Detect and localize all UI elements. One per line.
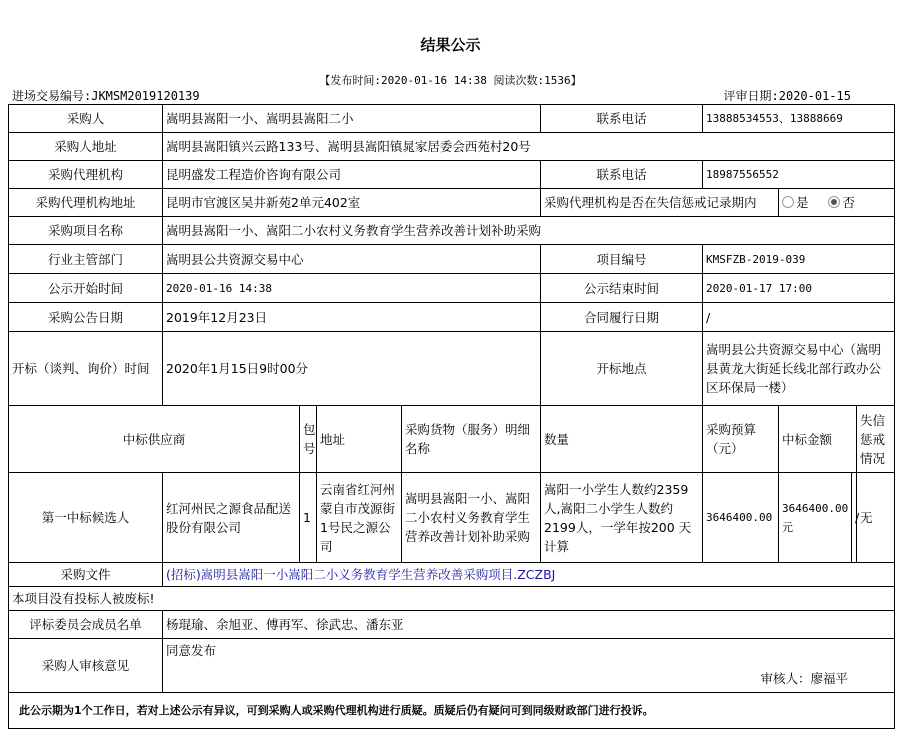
- agency-addr: 昆明市官渡区吴井新苑2单元402室: [163, 189, 541, 217]
- review-opinion-row: [9, 639, 895, 693]
- review-date: [724, 87, 851, 104]
- publish-meta: [0, 72, 901, 88]
- agency-phone-label: 联系电话: [541, 161, 703, 189]
- winner-supplier: 红河州民之源食品配送股份有限公司: [163, 473, 300, 563]
- winner-dishonest: 无: [857, 473, 895, 563]
- agency-label: 采购代理机构: [9, 161, 163, 189]
- publish-time: 2020-01-16 14:38: [380, 74, 487, 87]
- views-label: 阅读次数:: [493, 74, 545, 87]
- notice-end: 2020-01-17 17:00: [703, 274, 895, 303]
- winner-budget: 3646400.00: [703, 473, 779, 563]
- page-title: 结果公示: [420, 36, 481, 54]
- views-count: 1536: [544, 74, 571, 87]
- winner-package: 1: [300, 473, 317, 563]
- winner-row: [9, 473, 895, 563]
- purchaser-addr-row: [9, 133, 895, 161]
- meta-end-bracket: 】: [570, 74, 582, 87]
- header-supplier: 中标供应商: [9, 406, 300, 473]
- winner-header-row: [9, 406, 895, 473]
- entry-code-label: 进场交易编号:: [12, 89, 92, 103]
- contract-date: /: [703, 303, 895, 332]
- winner-slash: /: [852, 473, 857, 563]
- agency-value: 昆明盛发工程造价咨询有限公司: [163, 161, 541, 189]
- purchaser-addr: 嵩明县嵩阳镇兴云路133号、嵩明县嵩阳镇晁家居委会西苑村20号: [163, 133, 895, 161]
- industry-label: 行业主管部门: [9, 245, 163, 274]
- review-opinion-cell: [163, 639, 895, 693]
- review-opinion: 同意发布: [166, 643, 217, 658]
- notice-end-label: 公示结束时间: [541, 274, 703, 303]
- announce-date: 2019年12月23日: [163, 303, 541, 332]
- notice-time-row: [9, 274, 895, 303]
- bid-place: 嵩明县公共资源交易中心（嵩明县黄龙大街延长线北部行政办公区环保局一楼）: [703, 332, 895, 406]
- review-opinion-label: 采购人审核意见: [9, 639, 163, 693]
- header-quantity: 数量: [541, 406, 703, 473]
- project-name-row: [9, 217, 895, 245]
- agency-addr-label: 采购代理机构地址: [9, 189, 163, 217]
- dates-row: [9, 303, 895, 332]
- bid-open-row: [9, 332, 895, 406]
- project-no-label: 项目编号: [541, 245, 703, 274]
- committee-row: [9, 611, 895, 639]
- entry-code-value: JKMSM2019120139: [91, 89, 200, 103]
- header-goods: 采购货物（服务）明细名称: [402, 406, 541, 473]
- radio-no-label: 否: [842, 195, 855, 210]
- agency-addr-row: [9, 189, 895, 217]
- dishonest-radios: [779, 189, 895, 217]
- bid-place-label: 开标地点: [541, 332, 703, 406]
- winner-quantity: 嵩阳一小学生人数约2359人,嵩阳二小学生人数约2199人，一学年按200 天计算: [541, 473, 703, 563]
- header-budget: 采购预算（元）: [703, 406, 779, 473]
- winner-rank: 第一中标候选人: [9, 473, 163, 563]
- winner-amount: 3646400.00元: [779, 473, 852, 563]
- result-table: [8, 104, 895, 729]
- purchaser-phone-label: 联系电话: [541, 105, 703, 133]
- file-row: [9, 563, 895, 587]
- agency-row: [9, 161, 895, 189]
- dishonest-question: 采购代理机构是否在失信惩戒记录期内: [541, 189, 779, 217]
- industry-row: [9, 245, 895, 274]
- notice-start-label: 公示开始时间: [9, 274, 163, 303]
- no-disqualified-row: [9, 587, 895, 611]
- file-link[interactable]: (招标)嵩明县嵩阳一小嵩阳二小义务教育学生营养改善采购项目.ZCZBJ: [166, 567, 556, 582]
- purchaser-label: 采购人: [9, 105, 163, 133]
- industry-value: 嵩明县公共资源交易中心: [163, 245, 541, 274]
- file-label: 采购文件: [9, 563, 163, 587]
- committee-label: 评标委员会成员名单: [9, 611, 163, 639]
- winner-goods: 嵩明县嵩阳一小、嵩阳二小农村义务教育学生营养改善计划补助采购: [402, 473, 541, 563]
- purchaser-addr-label: 采购人地址: [9, 133, 163, 161]
- project-name-label: 采购项目名称: [9, 217, 163, 245]
- footer-row: [9, 693, 895, 729]
- reviewer-name: 廖福平: [810, 671, 849, 686]
- winner-address: 云南省红河州蒙自市茂源街1号民之源公司: [317, 473, 402, 563]
- purchaser-value: 嵩明县嵩阳一小、嵩明县嵩阳二小: [163, 105, 541, 133]
- reviewer-label: 审核人：: [760, 671, 811, 686]
- radio-yes-label: 是: [796, 195, 809, 210]
- purchaser-row: [9, 105, 895, 133]
- agency-phone: 18987556552: [703, 161, 895, 189]
- bid-open-time: 2020年1月15日9时00分: [163, 332, 541, 406]
- header-package: 包号: [300, 406, 317, 473]
- no-disqualified-text: 本项目没有投标人被废标!: [9, 587, 895, 611]
- review-date-value: 2020-01-15: [778, 89, 851, 103]
- entry-code: [12, 87, 200, 104]
- footer-note: 此公示期为1个工作日，若对上述公示有异议，可到采购人或采购代理机构进行质疑。质疑后仍有疑问可到同级财政部门进行投诉。: [9, 693, 895, 729]
- project-name: 嵩明县嵩阳一小、嵩阳二小农村义务教育学生营养改善计划补助采购: [163, 217, 895, 245]
- contract-date-label: 合同履行日期: [541, 303, 703, 332]
- radio-yes[interactable]: [782, 196, 794, 208]
- header-amount: 中标金额: [779, 406, 857, 473]
- reviewer: [761, 669, 849, 688]
- radio-no[interactable]: [828, 196, 840, 208]
- committee-members: 杨琨瑜、余旭亚、傅再军、徐武忠、潘东亚: [163, 611, 895, 639]
- announce-date-label: 采购公告日期: [9, 303, 163, 332]
- bid-open-label: 开标（谈判、询价）时间: [9, 332, 163, 406]
- header-dishonest: 失信惩戒情况: [857, 406, 895, 473]
- review-date-label: 评审日期:: [723, 89, 779, 103]
- purchaser-phone: 13888534553、13888669: [703, 105, 895, 133]
- notice-start: 2020-01-16 14:38: [163, 274, 541, 303]
- project-no: KMSFZB-2019-039: [703, 245, 895, 274]
- header-address: 地址: [317, 406, 402, 473]
- publish-label: 【发布时间:: [319, 74, 381, 87]
